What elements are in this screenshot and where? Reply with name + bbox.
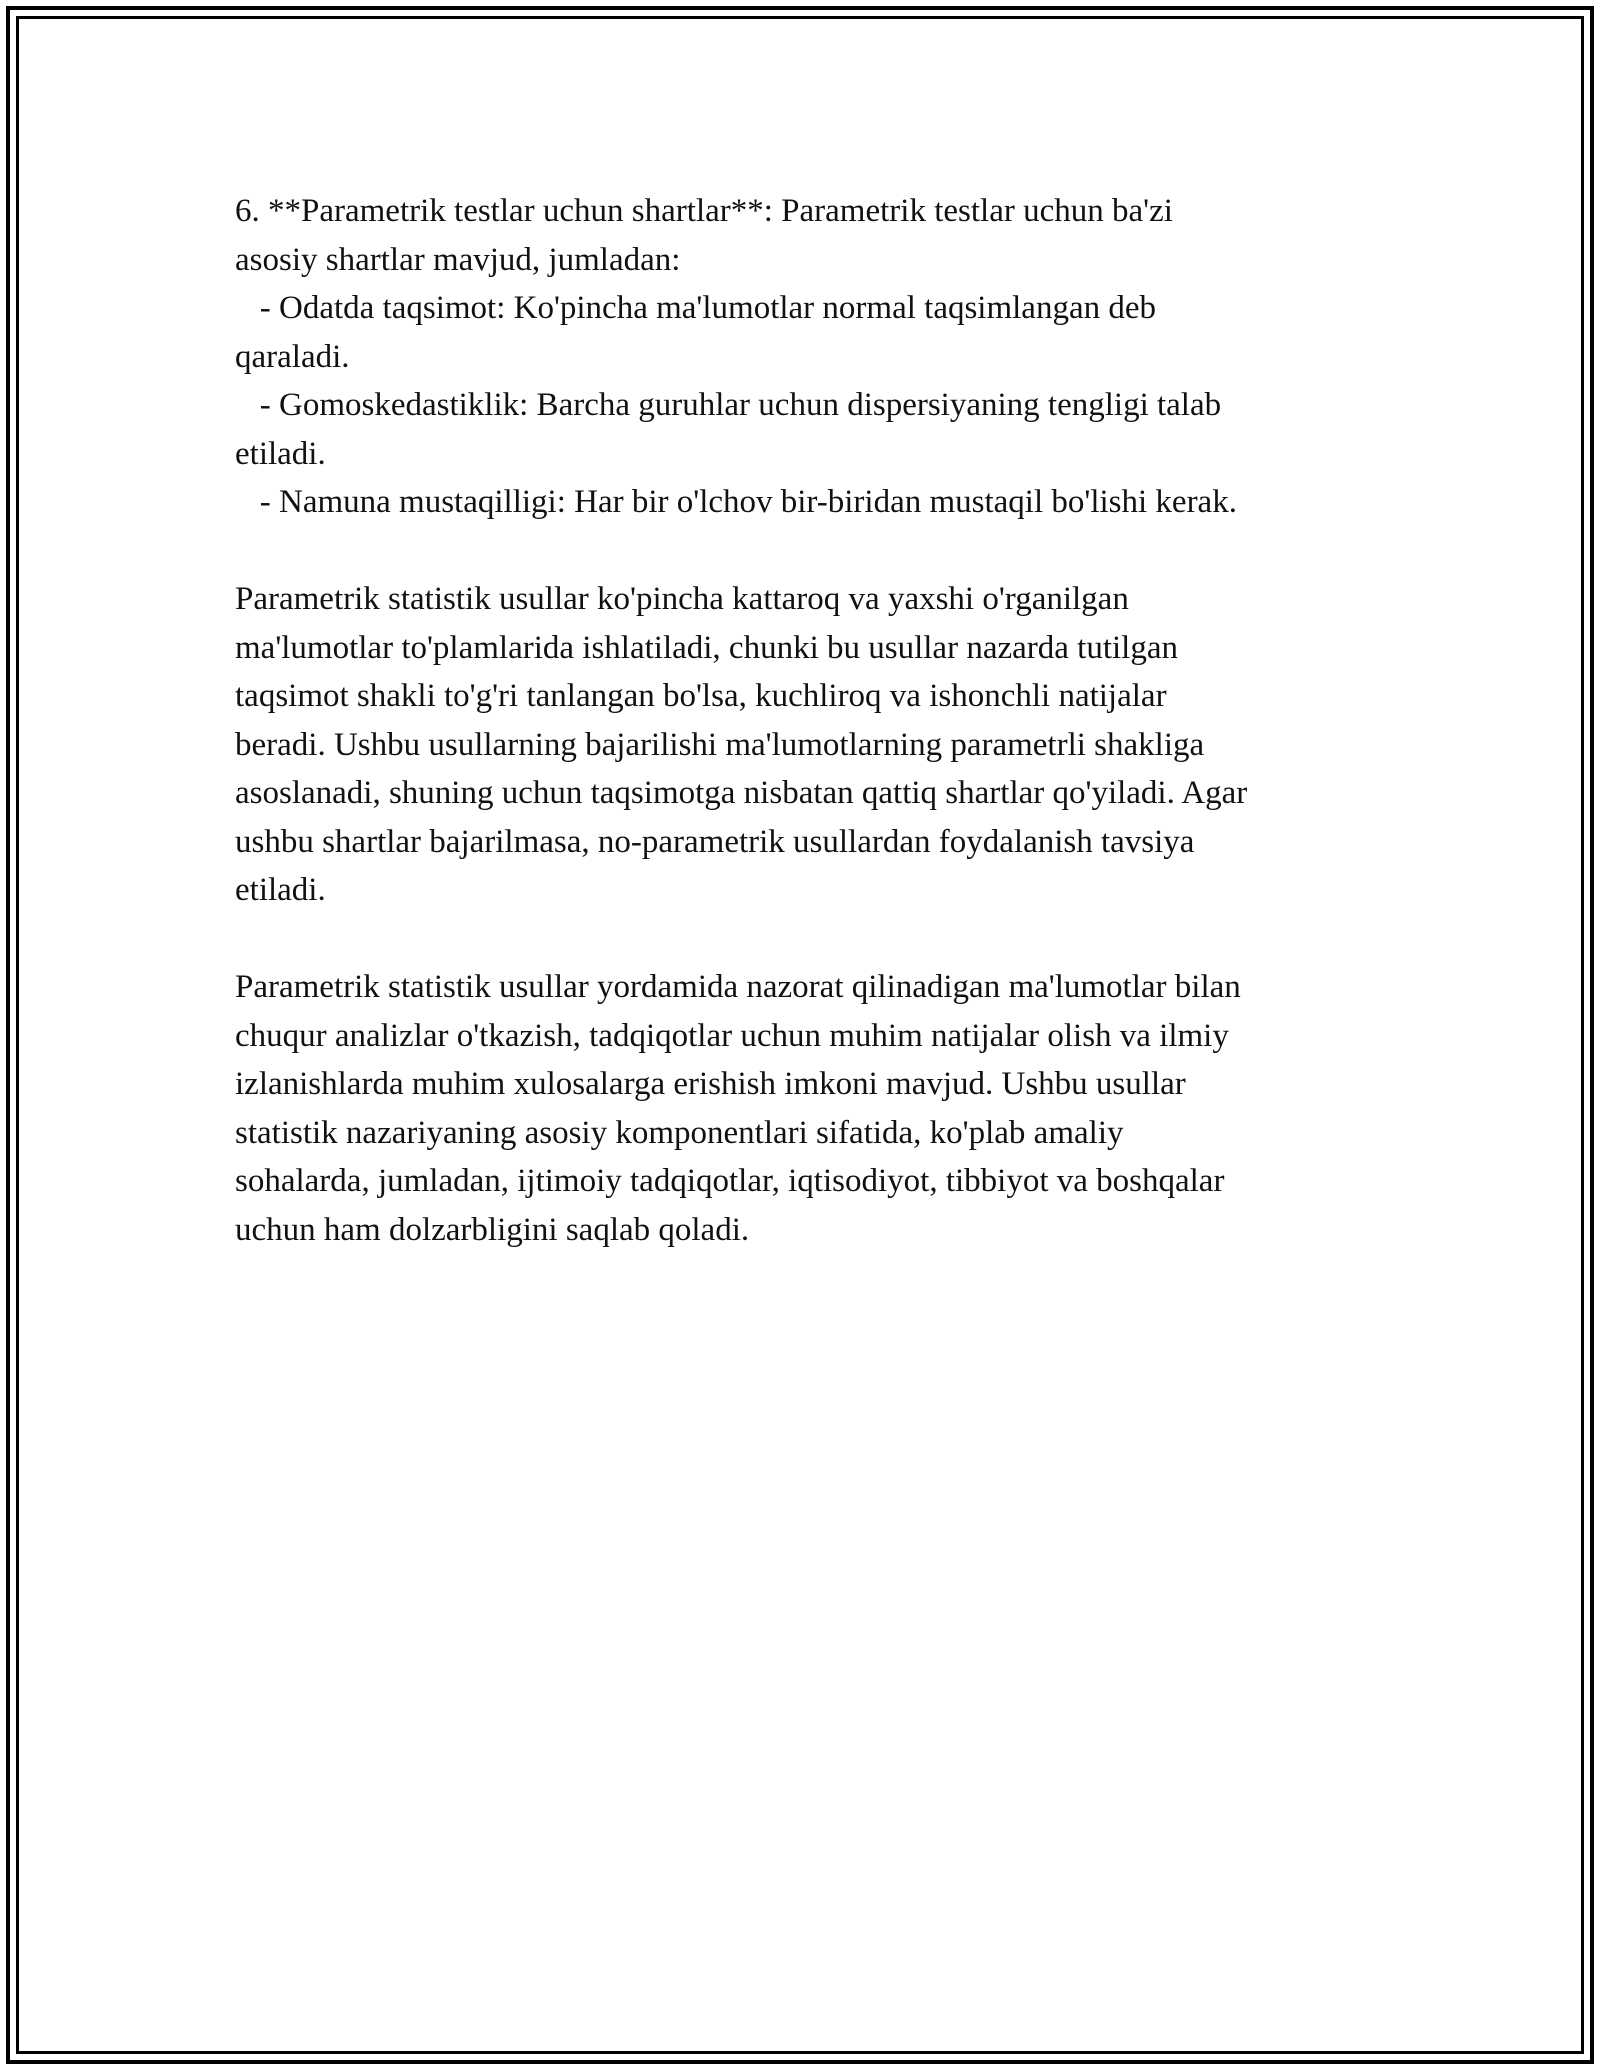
text-line: ushbu shartlar bajarilmasa, no-parametrik usullardan foydalanish tavsiya [235,823,1195,860]
text-line: qaraladi. [235,338,350,375]
text-line: - Odatda taqsimot: Ko'pincha ma'lumotlar normal taqsimlangan deb [235,290,1157,326]
text-line: asoslanadi, shuning uchun taqsimotga nisbatan qattiq shartlar qo'yiladi. Agar [235,775,1248,811]
text-line: asosiy shartlar mavjud, jumladan: [235,241,681,278]
text-line: etiladi. [235,435,326,472]
text-line: - Gomoskedastiklik: Barcha guruhlar uchun dispersiyaning tengligi talab [235,387,1222,423]
text-line: beradi. Ushbu usullarning bajarilishi ma'lumotlarning parametrli shakliga [235,726,1205,763]
paragraph-gap [235,915,1385,964]
text-line: Parametrik statistik usullar yordamida nazorat qilinadigan ma'lumotlar bilan [235,969,1241,1005]
text-line: 6. **Parametrik testlar uchun shartlar**: Parametrik testlar uchun ba'zi [235,193,1173,229]
text-line: izlanishlarda muhim xulosalarga erishish imkoni mavjud. Ushbu usullar [235,1066,1186,1102]
text-line: sohalarda, jumladan, ijtimoiy tadqiqotlar, iqtisodiyot, tibbiyot va boshqalar [235,1163,1225,1199]
text-line: statistik nazariyaning asosiy komponentlari sifatida, ko'plab amaliy [235,1114,1124,1151]
text-line: Parametrik statistik usullar ko'pincha kattaroq va yaxshi o'rganilgan [235,581,1129,617]
text-line: ma'lumotlar to'plamlarida ishlatiladi, chunki bu usullar nazarda tutilgan [235,629,1178,666]
text-line: taqsimot shakli to'g'ri tanlangan bo'lsa, kuchliroq va ishonchli natijalar [235,678,1167,714]
text-line: uchun ham dolzarbligini saqlab qoladi. [235,1211,750,1248]
document-body [235,187,1385,1254]
text-line: - Namuna mustaqilligi: Har bir o'lchov bir-biridan mustaqil bo'lishi kerak. [235,484,1237,520]
text-line: etiladi. [235,872,326,908]
paragraph-gap [235,527,1385,576]
text-line: chuqur analizlar o'tkazish, tadqiqotlar uchun muhim natijalar olish va ilmiy [235,1017,1229,1054]
